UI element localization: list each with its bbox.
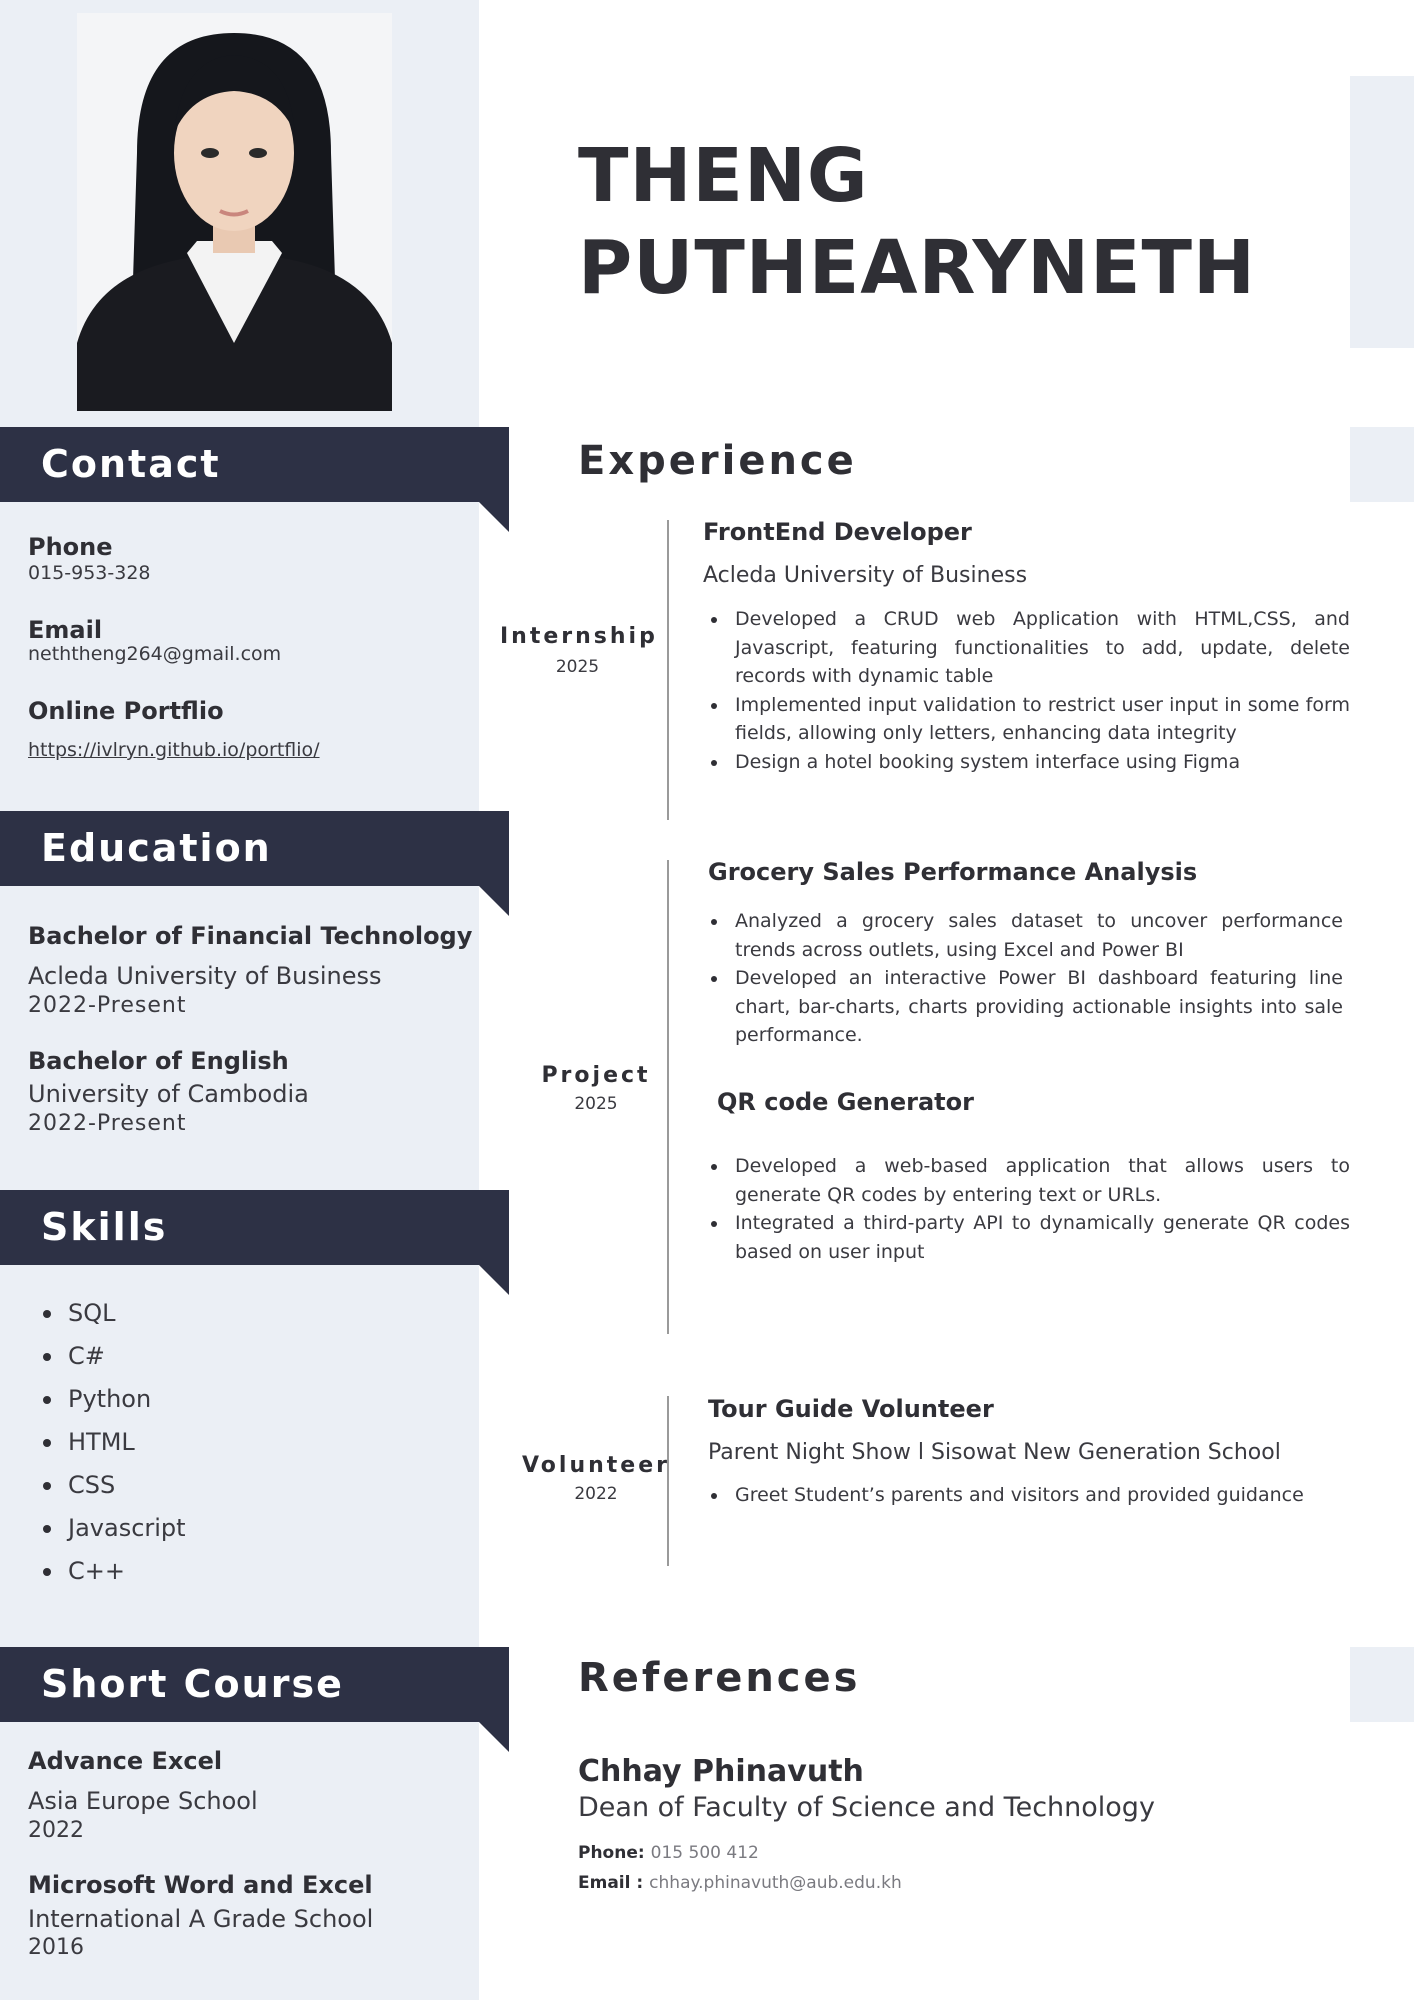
education-band-fold [479,886,509,916]
skill-item: SQL [41,1292,186,1335]
skill-item: Javascript [41,1507,186,1550]
volunteer-bullets [703,1481,1350,1510]
internship-category: Internship [500,624,658,649]
contact-band-fold [479,502,509,532]
list-item: Implemented input validation to restrict user input in some form fields, allowing only letters, enhancing data integrity [703,691,1350,748]
reference-name: Chhay Phinavuth [578,1754,864,1789]
full-name [578,130,1256,314]
list-item: Greet Student’s parents and visitors and provided guidance [703,1481,1350,1510]
list-item: Developed an interactive Power BI dashboard featuring line chart, bar-charts, charts providing actionable insights into sale performance. [703,964,1343,1050]
reference-email-label: Email : [578,1873,644,1893]
volunteer-year: 2022 [574,1484,618,1504]
contact-heading: Contact [41,442,221,486]
phone-value: 015-953-328 [28,562,151,584]
project-2-bullets [703,1152,1350,1266]
short-course-header-band [0,1647,509,1722]
experience-heading: Experience [578,438,857,484]
skills-list [41,1292,186,1593]
skill-item: HTML [41,1421,186,1464]
profile-photo [77,13,392,411]
education-years-2: 2022-Present [28,1111,187,1136]
name-line-1: THENG [578,133,869,219]
decorative-bar-references [1350,1647,1414,1722]
education-header-band [0,811,509,886]
volunteer-category: Volunteer [521,1453,670,1478]
short-course-heading: Short Course [41,1662,344,1706]
reference-email-line [578,1873,902,1893]
education-degree-2: Bachelor of English [28,1047,289,1075]
reference-phone: 015 500 412 [650,1843,759,1863]
reference-email: chhay.phinavuth@aub.edu.kh [649,1873,902,1893]
skill-item: C# [41,1335,186,1378]
project-1-bullets [703,907,1343,1050]
education-years-1: 2022-Present [28,993,187,1018]
decorative-bar-top [1350,76,1414,348]
course-name-1: Advance Excel [28,1747,223,1775]
email-value: neththeng264@gmail.com [28,643,282,665]
phone-label: Phone [28,533,113,561]
list-item: Integrated a third-party API to dynamically generate QR codes based on user input [703,1209,1350,1266]
skill-item: C++ [41,1550,186,1593]
portfolio-link-wrap [28,739,320,761]
skills-heading: Skills [41,1205,168,1249]
internship-title: FrontEnd Developer [703,518,972,546]
project-title-1: Grocery Sales Performance Analysis [708,858,1198,886]
skills-band-fold [479,1265,509,1295]
list-item: Developed a CRUD web Application with HTML,CSS, and Javascript, featuring functionalities to add, update, delete records with dynamic table [703,605,1350,691]
internship-year: 2025 [555,657,600,677]
internship-bullets [703,605,1350,776]
skill-item: Python [41,1378,186,1421]
course-year-2: 2016 [28,1935,84,1960]
skills-header-band [0,1190,509,1265]
course-school-1: Asia Europe School [28,1787,258,1815]
internship-org: Acleda University of Business [703,563,1028,588]
skill-item: CSS [41,1464,186,1507]
timeline-line-volunteer [667,1396,669,1566]
volunteer-title: Tour Guide Volunteer [708,1395,994,1423]
volunteer-org: Parent Night Show l Sisowat New Generation School [708,1440,1281,1465]
reference-phone-label: Phone: [578,1843,645,1863]
project-title-2: QR code Generator [717,1088,974,1116]
course-name-2: Microsoft Word and Excel [28,1871,373,1899]
education-school-1: Acleda University of Business [28,962,382,990]
education-heading: Education [41,826,272,870]
project-category: Project [541,1063,651,1088]
list-item: Design a hotel booking system interface using Figma [703,748,1350,777]
course-school-2: International A Grade School [28,1905,374,1933]
portfolio-label: Online Portflio [28,697,224,725]
name-line-2: PUTHEARYNETH [578,225,1256,311]
reference-phone-line [578,1843,759,1863]
education-school-2: University of Cambodia [28,1080,309,1108]
education-degree-1: Bachelor of Financial Technology [28,922,473,950]
decorative-bar-experience [1350,427,1414,502]
portfolio-link[interactable]: https://ivlryn.github.io/portflio/ [28,739,320,761]
references-heading: References [578,1655,861,1701]
timeline-line-internship [667,520,669,820]
reference-title: Dean of Faculty of Science and Technology [578,1792,1155,1823]
course-year-1: 2022 [28,1818,84,1843]
list-item: Developed a web-based application that allows users to generate QR codes by entering text or URLs. [703,1152,1350,1209]
short-course-band-fold [479,1722,509,1752]
email-label: Email [28,616,103,644]
contact-header-band [0,427,509,502]
list-item: Analyzed a grocery sales dataset to uncover performance trends across outlets, using Excel and Power BI [703,907,1343,964]
project-year: 2025 [574,1094,618,1114]
portrait-illustration [77,13,392,411]
